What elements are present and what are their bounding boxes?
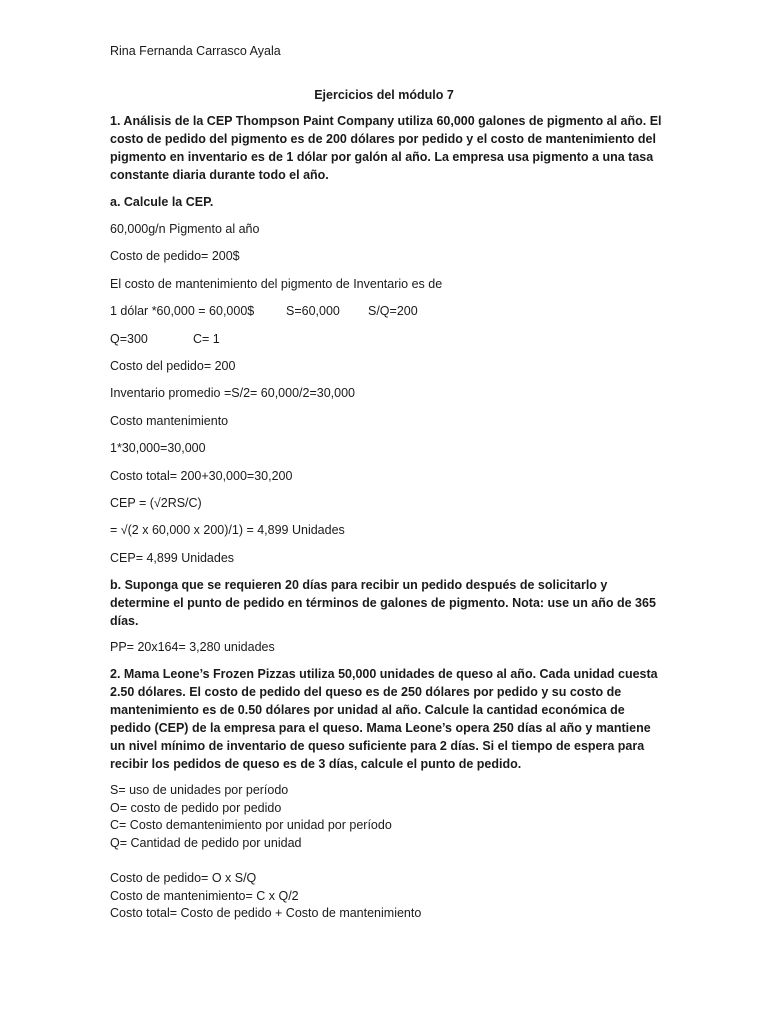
work-line: Costo del pedido= 200	[110, 359, 236, 373]
formula-line: Costo total= Costo de pedido + Costo de mantenimiento	[110, 906, 422, 920]
formula-line: Costo de pedido= O x S/Q	[110, 871, 257, 885]
part-b-line: días.	[110, 614, 139, 628]
problem2-line: pedido (CEP) de la empresa para el queso. Mama Leone’s opera 250 días al año y mantiene	[110, 721, 651, 735]
work-line: Inventario promedio =S/2= 60,000/2=30,000	[110, 386, 355, 400]
part-b-answer: PP= 20x164= 3,280 unidades	[110, 640, 275, 654]
work-line	[110, 302, 418, 320]
problem2-line: 2. Mama Leone’s Frozen Pizzas utiliza 50,000 unidades de queso al año. Cada unidad cuesta	[110, 667, 658, 681]
part-b-line: determine el punto de pedido en términos de galones de pigmento. Nota: use un año de 365	[110, 596, 656, 610]
work-line: Costo mantenimiento	[110, 414, 229, 428]
formula-line: Costo de mantenimiento= C x Q/2	[110, 889, 299, 903]
work-line: CEP = (√2RS/C)	[110, 496, 202, 510]
definition-line: O= costo de pedido por pedido	[110, 801, 282, 815]
work-line	[110, 330, 220, 348]
part-b-line: b. Suponga que se requieren 20 días para recibir un pedido después de solicitarlo y	[110, 578, 608, 592]
definition-line: S= uso de unidades por período	[110, 783, 289, 797]
work-line: 60,000g/n Pigmento al año	[110, 222, 260, 236]
part-a-heading: a. Calcule la CEP.	[110, 195, 214, 209]
problem2-line: recibir los pedidos de queso es de 3 días, calcule el punto de pedido.	[110, 757, 522, 771]
work-line: 1*30,000=30,000	[110, 441, 206, 455]
work-line: Costo total= 200+30,000=30,200	[110, 469, 293, 483]
work-value: 1 dólar *60,000 = 60,000$	[110, 304, 255, 318]
work-line: = √(2 x 60,000 x 200)/1) = 4,899 Unidades	[110, 523, 345, 537]
problem1-line: pigmento en inventario es de 1 dólar por galón al año. La empresa usa pigmento a una tasa	[110, 150, 654, 164]
work-value: Q=300	[110, 332, 148, 346]
work-line: El costo de mantenimiento del pigmento de Inventario es de	[110, 277, 443, 291]
problem2-line: mantenimiento es de 0.50 dólares por unidad al año. Calcule la cantidad económica de	[110, 703, 625, 717]
part-b-statement	[110, 576, 658, 630]
definition-line: C= Costo demantenimiento por unidad por período	[110, 818, 392, 832]
problem1-line: 1. Análisis de la CEP Thompson Paint Company utiliza 60,000 galones de pigmento al año. El	[110, 114, 662, 128]
document-title: Ejercicios del módulo 7	[314, 88, 454, 102]
problem2-line: un nivel mínimo de inventario de queso suficiente para 2 días. Si el tiempo de espera para	[110, 739, 645, 753]
work-line: Costo de pedido= 200$	[110, 249, 240, 263]
definition-line: Q= Cantidad de pedido por unidad	[110, 836, 302, 850]
problem1-line: constante diaria durante todo el año.	[110, 168, 329, 182]
problem1-line: costo de pedido del pigmento es de 200 dólares por pedido y el costo de mantenimiento del	[110, 132, 656, 146]
work-value: S=60,000	[286, 304, 340, 318]
problem2-statement	[110, 665, 658, 773]
problem2-line: 2.50 dólares. El costo de pedido del queso es de 250 dólares por pedido y su costo de	[110, 685, 622, 699]
problem1-statement	[110, 112, 662, 184]
work-value: C= 1	[193, 332, 220, 346]
work-line: CEP= 4,899 Unidades	[110, 551, 235, 565]
author-name: Rina Fernanda Carrasco Ayala	[110, 44, 281, 58]
work-value: S/Q=200	[368, 304, 418, 318]
